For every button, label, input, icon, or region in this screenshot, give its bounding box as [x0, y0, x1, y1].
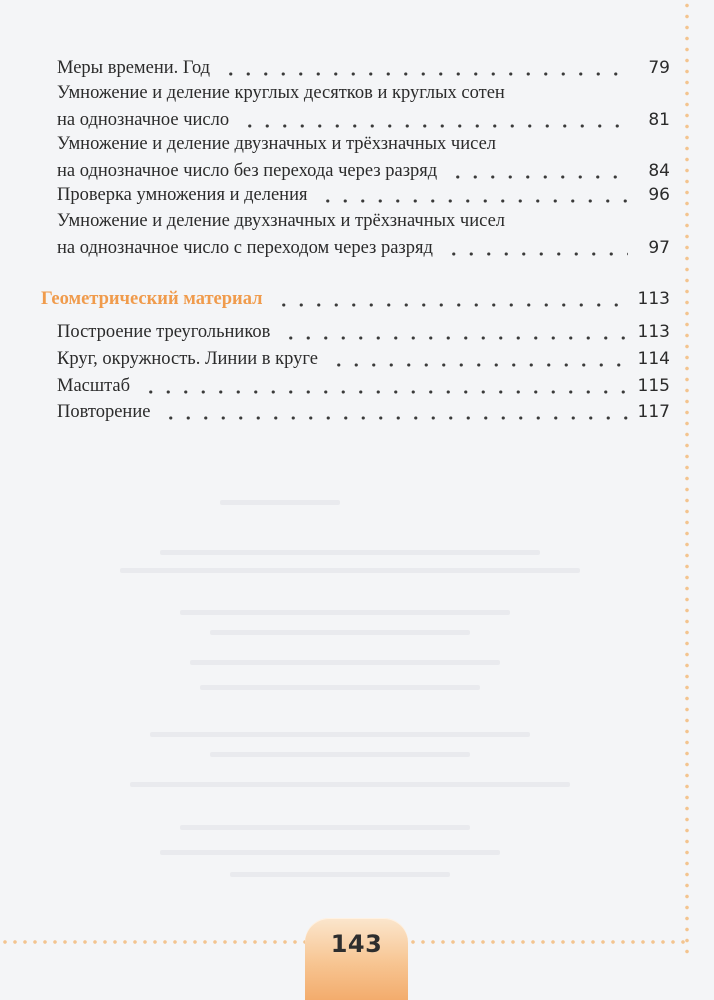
- toc-entry[interactable]: [57, 319, 670, 346]
- bleed-through-text: [120, 470, 590, 890]
- toc-page-number: 84: [648, 161, 670, 181]
- toc-entry-title: Проверка умножения и деления: [57, 185, 308, 205]
- toc-page-number: 113: [637, 322, 670, 342]
- toc-page-number: 114: [637, 349, 670, 369]
- dot-leader: [443, 252, 628, 256]
- section-title: Геометрический материал: [41, 289, 263, 309]
- toc-entry[interactable]: [57, 373, 670, 400]
- toc-entry[interactable]: [57, 55, 670, 82]
- toc-entry-title-cont: на однозначное число с переходом через разряд: [57, 238, 433, 258]
- toc-section-heading[interactable]: [41, 286, 670, 313]
- dot-leader: [220, 72, 628, 76]
- toc-entry[interactable]: [57, 182, 670, 209]
- toc-entry-title-cont: на однозначное число без перехода через разряд: [57, 161, 438, 181]
- toc-page-number: 117: [637, 402, 670, 422]
- toc-entry-title: Круг, окружность. Линии в круге: [57, 349, 318, 369]
- toc-entry-title-cont: на однозначное число: [57, 110, 230, 130]
- toc-entry-title: Умножение и деление двузначных и трёхзначных чисел: [57, 134, 497, 154]
- toc-page-number: 81: [648, 110, 670, 130]
- dot-leader: [273, 303, 628, 307]
- toc-entry-title: Повторение: [57, 402, 151, 422]
- dot-leader: [140, 390, 628, 394]
- toc-page-number: 96: [648, 185, 670, 205]
- page-number-tab: [305, 918, 408, 1000]
- toc-entry[interactable]: [57, 208, 670, 262]
- toc-entry[interactable]: [57, 80, 670, 134]
- right-dotted-border: [683, 0, 691, 955]
- bottom-dotted-border-right: [408, 938, 686, 946]
- toc-entry[interactable]: [57, 131, 670, 185]
- toc-entry[interactable]: [57, 346, 670, 373]
- toc-entry-title: Построение треугольников: [57, 322, 271, 342]
- dot-leader: [317, 199, 628, 203]
- toc-entry-title: Масштаб: [57, 376, 131, 396]
- toc-entry-title: Умножение и деление круглых десятков и круглых сотен: [57, 83, 505, 103]
- page-number: 143: [330, 930, 383, 958]
- dot-leader: [160, 416, 628, 420]
- dot-leader: [280, 336, 628, 340]
- toc-entry[interactable]: [57, 399, 670, 426]
- dot-leader: [239, 124, 628, 128]
- toc-entry-title: Умножение и деление двухзначных и трёхзначных чисел: [57, 211, 506, 231]
- toc-page-number: 113: [637, 289, 670, 309]
- toc-page-number: 115: [637, 376, 670, 396]
- bottom-dotted-border-left: [0, 938, 305, 946]
- toc-page-number: 79: [648, 58, 670, 78]
- dot-leader: [328, 363, 628, 367]
- dot-leader: [447, 175, 628, 179]
- toc-page-number: 97: [648, 238, 670, 258]
- toc-entry-title: Меры времени. Год: [57, 58, 211, 78]
